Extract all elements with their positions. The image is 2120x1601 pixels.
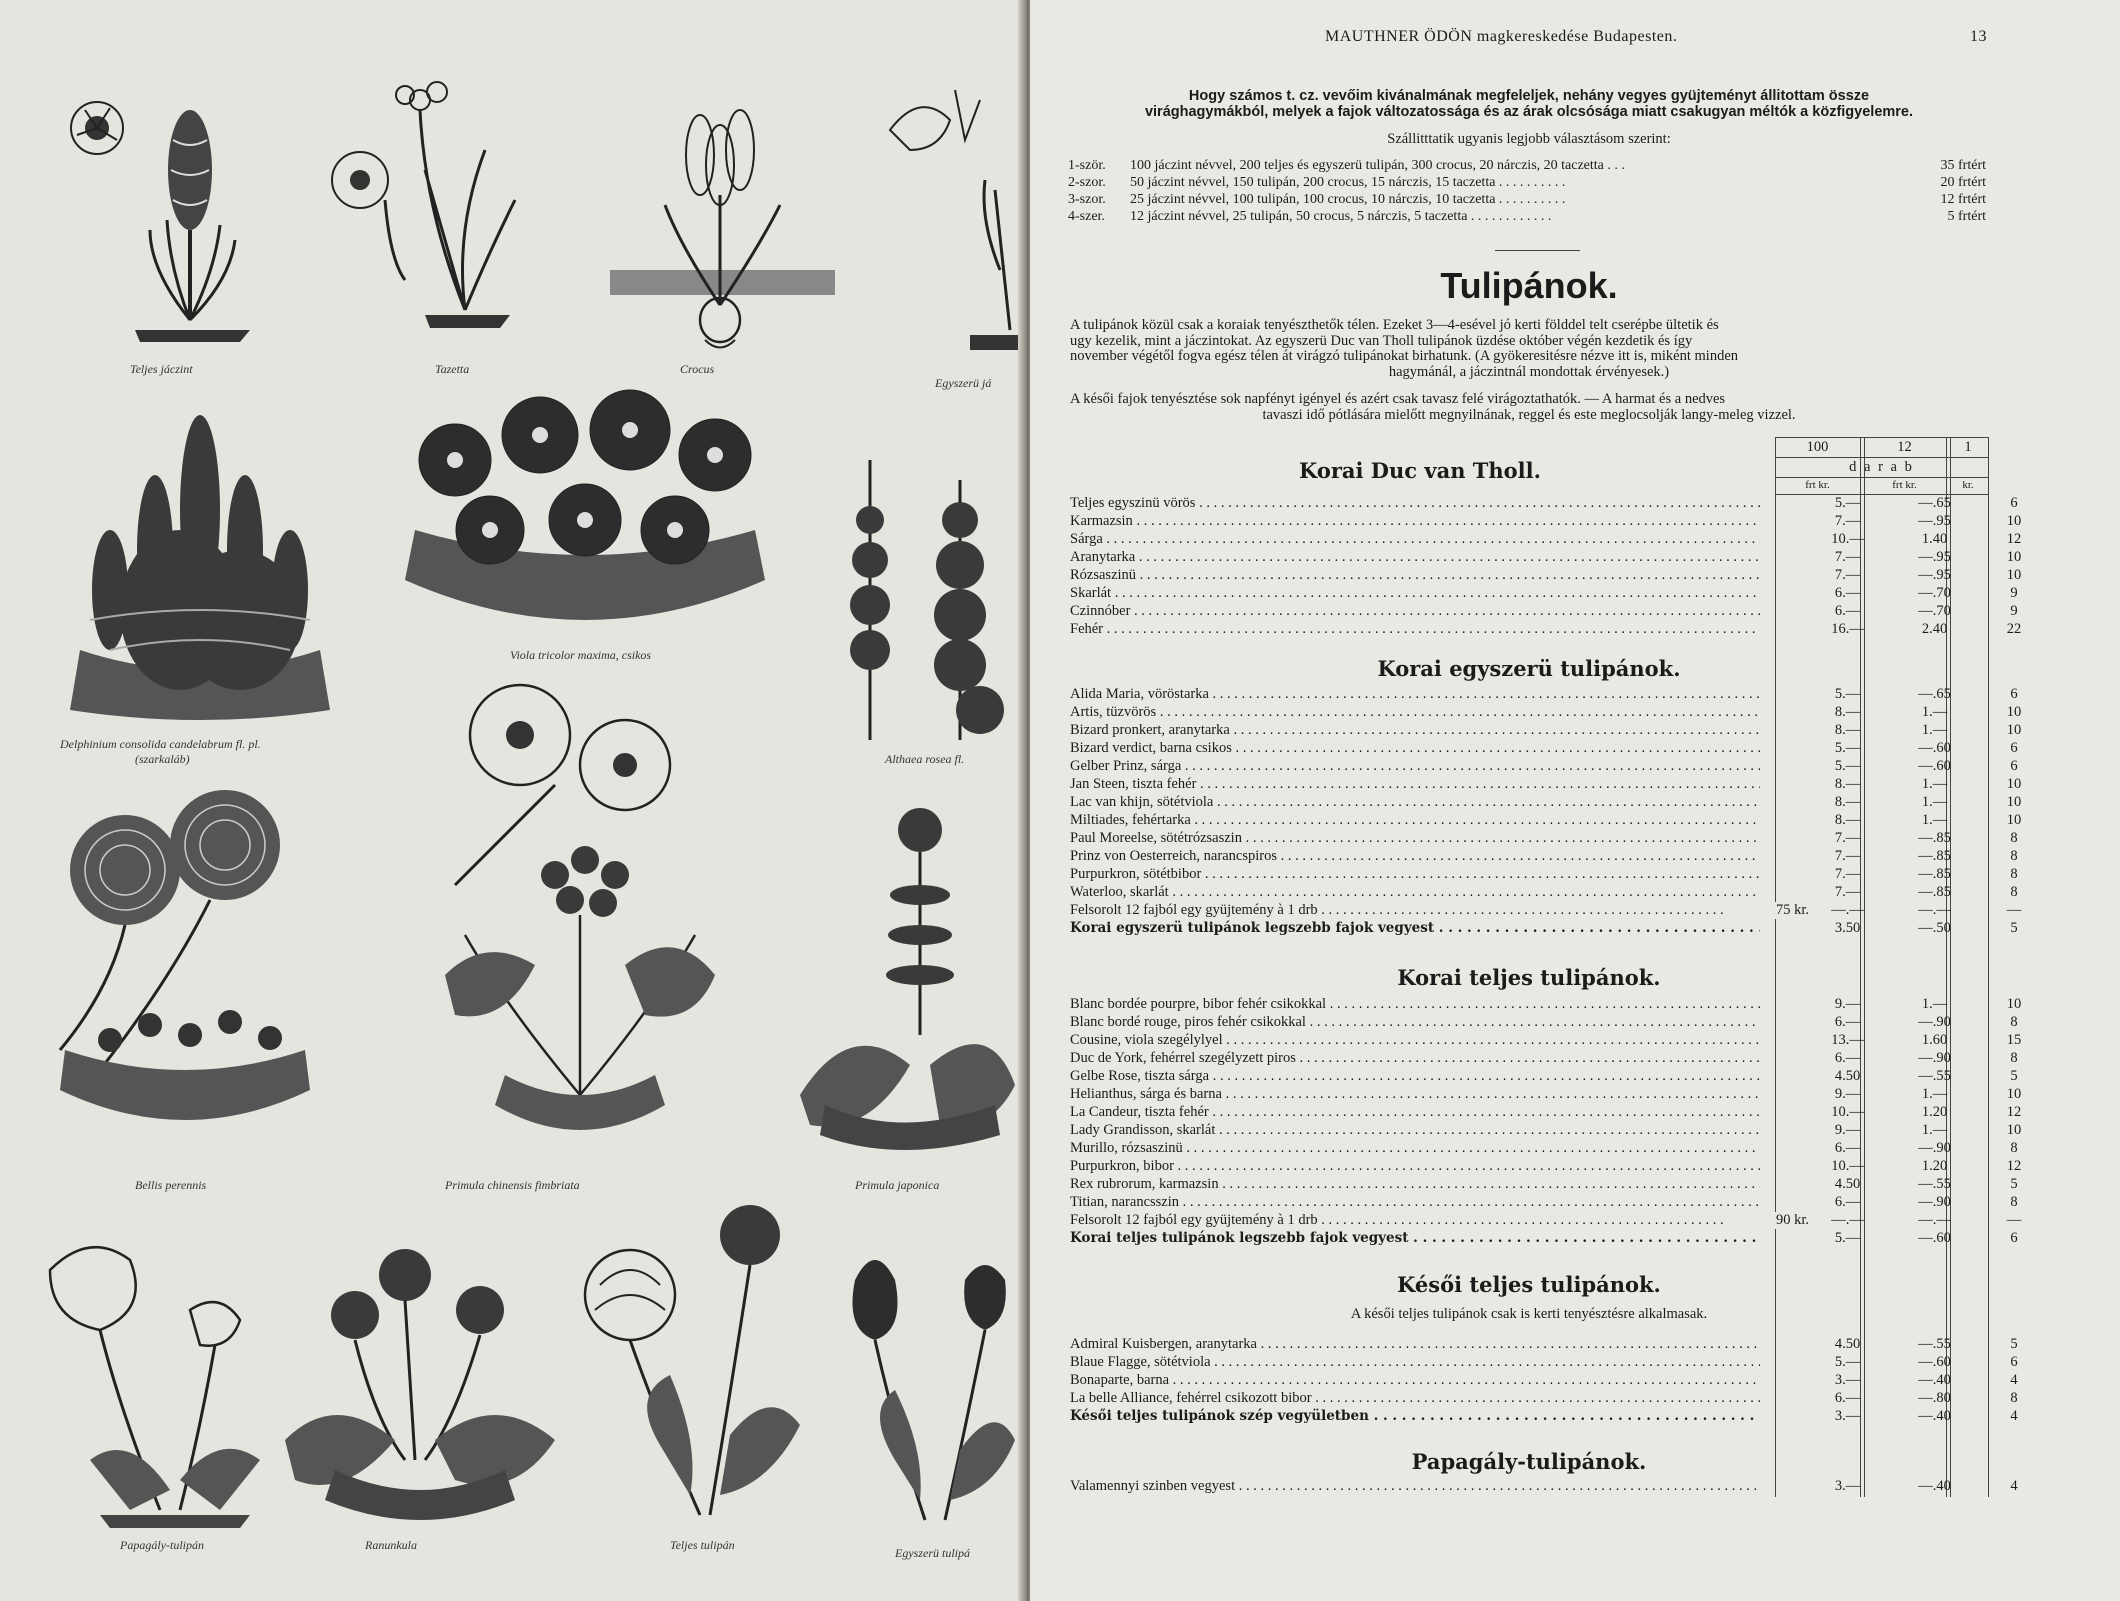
parrot-tulip-illustration bbox=[30, 1230, 270, 1530]
price-per-1: 10 bbox=[2006, 1086, 2022, 1102]
price-per-12: —.60 bbox=[1918, 740, 1951, 756]
variety-name: Gelber Prinz, sárga . . . bbox=[1070, 758, 1760, 775]
table-row bbox=[1070, 621, 2022, 638]
intro-paragraph-2 bbox=[1070, 392, 1988, 423]
price-per-12: —.— bbox=[1918, 1212, 1951, 1228]
price-per-12: —.70 bbox=[1918, 585, 1951, 601]
price-per-12: —.85 bbox=[1918, 884, 1951, 900]
variety-name: Waterloo, skarlát . . . bbox=[1070, 884, 1760, 901]
variety-name: Cousine, viola szegélylyel . . . bbox=[1070, 1032, 1760, 1049]
variety-name: Duc de York, fehérrel szegélyzett piros . . . bbox=[1070, 1050, 1760, 1067]
price-per-12: —.95 bbox=[1918, 549, 1951, 565]
variety-name: Prinz von Oesterreich, narancspiros . . . bbox=[1070, 848, 1760, 865]
price-per-100: 16.— bbox=[1831, 621, 1864, 637]
intro-paragraph-1 bbox=[1070, 318, 1988, 380]
caption-double-tulip: Teljes tulipán bbox=[670, 1538, 735, 1552]
price-per-12: 2.40 bbox=[1921, 621, 1948, 637]
price-per-100: 4.50 bbox=[1834, 1336, 1861, 1352]
table-row bbox=[1070, 758, 2018, 775]
price-per-12: —.55 bbox=[1918, 1336, 1951, 1352]
price-per-1: 8 bbox=[2010, 830, 2018, 846]
price-per-100: 5.— bbox=[1834, 495, 1861, 511]
set-label: 3-szor. bbox=[1068, 192, 1106, 207]
price-per-12: —.60 bbox=[1918, 758, 1951, 774]
col-header-100: 100 bbox=[1806, 439, 1829, 455]
price-per-12: —.90 bbox=[1918, 1140, 1951, 1156]
viola-illustration bbox=[395, 380, 775, 645]
price-per-1: 10 bbox=[2006, 794, 2022, 810]
variety-name: Lac van khijn, sötétviola . . . bbox=[1070, 794, 1760, 811]
price-per-100: 6.— bbox=[1834, 1050, 1861, 1066]
variety-name: Korai egyszerü tulipánok legszebb fajok vegyest . . . bbox=[1070, 920, 1760, 936]
caption-tazetta: Tazetta bbox=[435, 362, 470, 376]
price-per-12: 1.— bbox=[1921, 1122, 1948, 1138]
price-per-1: 8 bbox=[2010, 1014, 2018, 1030]
price-per-100: 8.— bbox=[1834, 812, 1861, 828]
divider-rule bbox=[1495, 250, 1580, 251]
price-per-1: 10 bbox=[2006, 996, 2022, 1012]
price-per-100: 9.— bbox=[1834, 996, 1861, 1012]
price-per-100: 6.— bbox=[1834, 1140, 1861, 1156]
price-per-12: —.40 bbox=[1918, 1408, 1951, 1424]
table-row bbox=[1070, 740, 2018, 757]
price-per-100: 7.— bbox=[1834, 884, 1861, 900]
price-per-100: 6.— bbox=[1834, 1390, 1861, 1406]
price-per-100: 6.— bbox=[1834, 1014, 1861, 1030]
price-per-12: 1.— bbox=[1921, 776, 1948, 792]
price-per-100: 3.— bbox=[1834, 1408, 1861, 1424]
variety-name: Bizard verdict, barna csikos . . . bbox=[1070, 740, 1760, 757]
price-per-12: —.70 bbox=[1918, 603, 1951, 619]
collection-price: 75 kr. bbox=[1725, 902, 1809, 919]
variety-name: Czinnóber . . . bbox=[1070, 603, 1760, 620]
variety-name: Felsorolt 12 fajból egy gyüjtemény à 1 drb . . . bbox=[1070, 902, 1760, 919]
single-hyacinth-illustration bbox=[870, 70, 1020, 360]
set-contents: 50 jáczint névvel, 150 tulipán, 200 crocus, 15 nárczis, 15 taczetta . . . . . . . . . . bbox=[1130, 175, 1566, 190]
table-header-rule-top bbox=[1775, 437, 1988, 438]
collection-set-row bbox=[1068, 192, 1986, 208]
price-per-1: 12 bbox=[2006, 1104, 2022, 1120]
variety-name: La Candeur, tiszta fehér . . . bbox=[1070, 1104, 1760, 1121]
table-row bbox=[1070, 848, 2018, 865]
price-per-1: 8 bbox=[2010, 848, 2018, 864]
price-per-100: 5.— bbox=[1834, 686, 1861, 702]
set-label: 4-szer. bbox=[1068, 209, 1105, 224]
price-per-1: 8 bbox=[2010, 1050, 2018, 1066]
price-per-1: 4 bbox=[2010, 1478, 2018, 1494]
table-row bbox=[1070, 1336, 2018, 1353]
table-row bbox=[1070, 1158, 2022, 1175]
table-row bbox=[1070, 812, 2022, 829]
paragraph-line: november végétől fogva egész télen át virágzó tulipánokat birhatunk. (A gyökeresitésre nézve itt is, miként minden bbox=[1070, 348, 1738, 364]
caption-delphinium-hu: (szarkaláb) bbox=[135, 752, 190, 766]
table-row bbox=[1070, 704, 2022, 721]
caption-primula-japonica: Primula japonica bbox=[855, 1178, 940, 1192]
price-per-1: 10 bbox=[2006, 776, 2022, 792]
price-per-100: 3.— bbox=[1834, 1478, 1861, 1494]
price-per-1: 4 bbox=[2010, 1408, 2018, 1424]
table-row bbox=[1070, 776, 2022, 793]
price-per-100: 7.— bbox=[1834, 567, 1861, 583]
bellis-illustration bbox=[50, 790, 320, 1160]
variety-name: Titian, narancsszin . . . bbox=[1070, 1194, 1760, 1211]
subheader-frt-kr-2: frt kr. bbox=[1892, 479, 1917, 491]
paragraph-line: A késői fajok tenyésztése sok napfényt igényel és azért csak tavasz felé virágoztathatók. — A harmat és a nedves bbox=[1070, 391, 1726, 407]
left-page-illustrations bbox=[0, 0, 1025, 1601]
table-row bbox=[1070, 1104, 2022, 1121]
paragraph-line: ugy kezelik, mint a jáczintokat. Az egyszerü Duc van Tholl tulipánok üzdése október végén kezdetik és így bbox=[1070, 332, 1693, 349]
hyacinth-illustration bbox=[55, 80, 255, 350]
price-per-12: 1.— bbox=[1921, 1086, 1948, 1102]
collection-set-row bbox=[1068, 209, 1986, 225]
table-row bbox=[1070, 1212, 2022, 1229]
set-label: 2-szor. bbox=[1068, 175, 1106, 190]
single-tulip-illustration bbox=[835, 1240, 1020, 1530]
price-per-12: —.55 bbox=[1918, 1068, 1951, 1084]
price-per-12: 1.20 bbox=[1921, 1104, 1948, 1120]
variety-name: Murillo, rózsaszinü . . . bbox=[1070, 1140, 1760, 1157]
table-row bbox=[1070, 1230, 2018, 1247]
price-per-1: 10 bbox=[2006, 722, 2022, 738]
caption-single-hyacinth: Egyszerü já bbox=[935, 376, 992, 390]
price-per-100: 5.— bbox=[1834, 1354, 1861, 1370]
set-price: 20 frtért bbox=[1940, 175, 1986, 190]
variety-name: Skarlát . . . bbox=[1070, 585, 1760, 602]
table-row bbox=[1070, 603, 2018, 620]
set-contents: 100 jáczint névvel, 200 teljes és egyszerü tulipán, 300 crocus, 20 nárczis, 20 taczetta . . . bbox=[1130, 158, 1625, 173]
price-per-1: 5 bbox=[2010, 1176, 2018, 1192]
caption-single-tulip: Egyszerü tulipá bbox=[895, 1546, 970, 1560]
unit-header: d a r a b bbox=[1849, 459, 1914, 475]
price-per-1: 5 bbox=[2010, 1336, 2018, 1352]
price-per-1: 10 bbox=[2006, 704, 2022, 720]
price-per-1: 10 bbox=[2006, 812, 2022, 828]
set-contents: 12 jáczint névvel, 25 tulipán, 50 crocus, 5 nárczis, 5 taczetta . . . . . . . . . . . . bbox=[1130, 209, 1552, 224]
caption-althaea: Althaea rosea fl. bbox=[885, 752, 965, 766]
set-label: 1-ször. bbox=[1068, 158, 1106, 173]
variety-name: Karmazsin . . . bbox=[1070, 513, 1760, 530]
price-per-100: 3.50 bbox=[1834, 920, 1861, 936]
paragraph-line: tavaszi idő pótlására mielőtt megnyilnának, reggel és este meglocsolják langy-meleg vizzel. bbox=[1262, 406, 1796, 423]
section-title: Korai egyszerü tulipánok. bbox=[1377, 656, 1681, 681]
price-per-1: — bbox=[2006, 1212, 2022, 1228]
price-per-1: 9 bbox=[2010, 603, 2018, 619]
variety-name: Helianthus, sárga és barna . . . bbox=[1070, 1086, 1760, 1103]
price-per-100: —.— bbox=[1831, 902, 1864, 918]
variety-name: Aranytarka . . . bbox=[1070, 549, 1760, 566]
variety-name: Alida Maria, vöröstarka . . . bbox=[1070, 686, 1760, 703]
price-per-12: 1.60 bbox=[1921, 1032, 1948, 1048]
caption-primula-chinensis: Primula chinensis fimbriata bbox=[445, 1178, 580, 1192]
table-row bbox=[1070, 1014, 2018, 1031]
variety-name: Rózsaszinü . . . bbox=[1070, 567, 1760, 584]
price-per-1: 22 bbox=[2006, 621, 2022, 637]
price-per-100: 7.— bbox=[1834, 513, 1861, 529]
price-per-1: 5 bbox=[2010, 920, 2018, 936]
althaea-illustration bbox=[830, 440, 1020, 750]
price-per-12: —.50 bbox=[1918, 920, 1951, 936]
price-per-100: 8.— bbox=[1834, 776, 1861, 792]
ranunculus-illustration bbox=[275, 1240, 565, 1530]
table-row bbox=[1070, 513, 2022, 530]
price-per-12: —.85 bbox=[1918, 830, 1951, 846]
table-row bbox=[1070, 1354, 2018, 1371]
table-row bbox=[1070, 1086, 2022, 1103]
variety-name: La belle Alliance, fehérrel csikozott bibor . . . bbox=[1070, 1390, 1760, 1407]
table-row bbox=[1070, 686, 2018, 703]
set-contents: 25 jáczint névvel, 100 tulipán, 100 crocus, 10 nárczis, 10 taczetta . . . . . . . . . . bbox=[1130, 192, 1566, 207]
table-row bbox=[1070, 1032, 2022, 1049]
price-per-1: 6 bbox=[2010, 495, 2018, 511]
price-per-12: —.95 bbox=[1918, 567, 1951, 583]
variety-name: Sárga . . . bbox=[1070, 531, 1760, 548]
price-per-12: —.80 bbox=[1918, 1390, 1951, 1406]
caption-hyacinth: Teljes jáczint bbox=[130, 362, 193, 376]
price-per-100: 3.— bbox=[1834, 1372, 1861, 1388]
paragraph-line: hagymánál, a jáczintnál mondottak érvényesek.) bbox=[1388, 363, 1670, 380]
price-per-1: 8 bbox=[2010, 1390, 2018, 1406]
price-per-100: 5.— bbox=[1834, 758, 1861, 774]
price-per-100: 6.— bbox=[1834, 603, 1861, 619]
price-per-100: 8.— bbox=[1834, 794, 1861, 810]
price-per-100: 9.— bbox=[1834, 1122, 1861, 1138]
price-per-12: —.65 bbox=[1918, 686, 1951, 702]
price-per-12: 1.— bbox=[1921, 794, 1948, 810]
price-per-100: 7.— bbox=[1834, 848, 1861, 864]
variety-name: Valamennyi szinben vegyest . . . bbox=[1070, 1478, 1760, 1495]
table-row bbox=[1070, 902, 2022, 919]
price-per-1: 8 bbox=[2010, 1194, 2018, 1210]
price-per-1: 10 bbox=[2006, 549, 2022, 565]
price-per-100: 8.— bbox=[1834, 722, 1861, 738]
caption-delphinium: Delphinium consolida candelabrum fl. pl. bbox=[60, 737, 261, 751]
section-title: Papagály-tulipánok. bbox=[1411, 1449, 1647, 1474]
section-title: Korai Duc van Tholl. bbox=[1299, 458, 1541, 483]
price-per-12: —.95 bbox=[1918, 513, 1951, 529]
variety-name: Fehér . . . bbox=[1070, 621, 1760, 638]
caption-viola: Viola tricolor maxima, csikos bbox=[510, 648, 652, 662]
section-title: Korai teljes tulipánok. bbox=[1397, 965, 1661, 990]
table-row bbox=[1070, 585, 2018, 602]
price-per-100: 10.— bbox=[1831, 1158, 1864, 1174]
price-per-12: —.65 bbox=[1918, 495, 1951, 511]
variety-name: Teljes egyszinü vörös . . . bbox=[1070, 495, 1760, 512]
variety-name: Purpurkron, bibor . . . bbox=[1070, 1158, 1760, 1175]
price-per-1: 10 bbox=[2006, 567, 2022, 583]
variety-name: Blanc bordée pourpre, bibor fehér csikokkal . . . bbox=[1070, 996, 1760, 1013]
table-row bbox=[1070, 1140, 2018, 1157]
price-per-1: 6 bbox=[2010, 1230, 2018, 1246]
section-subtitle: A késői teljes tulipánok csak is kerti tenyésztésre alkalmasak. bbox=[1350, 1306, 1708, 1322]
table-row bbox=[1070, 1194, 2018, 1211]
crocus-illustration bbox=[610, 95, 835, 360]
col-header-12: 12 bbox=[1897, 439, 1912, 455]
intro-line-2: virághagymákból, melyek a fajok változatossága és az árak olcsósága miatt csakugyan méltók a közfigyelemre. bbox=[1144, 104, 1914, 120]
price-per-1: 4 bbox=[2010, 1372, 2018, 1388]
table-row bbox=[1070, 549, 2022, 566]
price-per-1: 10 bbox=[2006, 513, 2022, 529]
price-per-1: 6 bbox=[2010, 740, 2018, 756]
price-per-1: — bbox=[2006, 902, 2022, 918]
variety-name: Késői teljes tulipánok szép vegyületben . . . bbox=[1070, 1408, 1760, 1424]
table-row bbox=[1070, 722, 2022, 739]
price-per-12: 1.— bbox=[1921, 704, 1948, 720]
variety-name: Artis, tüzvörös . . . bbox=[1070, 704, 1760, 721]
price-per-1: 12 bbox=[2006, 531, 2022, 547]
price-per-100: 10.— bbox=[1831, 531, 1864, 547]
price-per-100: 6.— bbox=[1834, 1194, 1861, 1210]
set-price: 5 frtért bbox=[1947, 209, 1986, 224]
price-per-100: 5.— bbox=[1834, 1230, 1861, 1246]
price-per-12: 1.— bbox=[1921, 722, 1948, 738]
caption-ranunculus: Ranunkula bbox=[365, 1538, 417, 1552]
price-per-1: 8 bbox=[2010, 866, 2018, 882]
collection-set-row bbox=[1068, 175, 1986, 191]
variety-name: Bonaparte, barna . . . bbox=[1070, 1372, 1760, 1389]
table-row bbox=[1070, 920, 2018, 937]
price-per-1: 12 bbox=[2006, 1158, 2022, 1174]
price-per-12: —.40 bbox=[1918, 1478, 1951, 1494]
table-row bbox=[1070, 1390, 2018, 1407]
collection-price: 90 kr. bbox=[1725, 1212, 1809, 1229]
price-per-100: 4.50 bbox=[1834, 1068, 1861, 1084]
price-per-100: 7.— bbox=[1834, 549, 1861, 565]
variety-name: Blanc bordé rouge, piros fehér csikokkal . . . bbox=[1070, 1014, 1760, 1031]
variety-name: Paul Moreelse, sötétrózsaszin . . . bbox=[1070, 830, 1760, 847]
price-per-12: 1.20 bbox=[1921, 1158, 1948, 1174]
variety-name: Admiral Kuisbergen, aranytarka . . . bbox=[1070, 1336, 1760, 1353]
price-per-12: —.60 bbox=[1918, 1354, 1951, 1370]
price-per-12: —.40 bbox=[1918, 1372, 1951, 1388]
variety-name: Miltiades, fehértarka . . . bbox=[1070, 812, 1760, 829]
price-per-12: —.85 bbox=[1918, 866, 1951, 882]
variety-name: Jan Steen, tiszta fehér . . . bbox=[1070, 776, 1760, 793]
running-header: MAUTHNER ÖDÖN magkereskedése Budapesten. bbox=[1325, 28, 1678, 45]
table-row bbox=[1070, 1478, 2018, 1495]
variety-name: Blaue Flagge, sötétviola . . . bbox=[1070, 1354, 1760, 1371]
price-per-12: 1.40 bbox=[1921, 531, 1948, 547]
price-per-12: —.60 bbox=[1918, 1230, 1951, 1246]
price-per-12: —.90 bbox=[1918, 1014, 1951, 1030]
price-per-100: 8.— bbox=[1834, 704, 1861, 720]
table-header-rule bbox=[1775, 457, 1988, 458]
price-per-100: 7.— bbox=[1834, 866, 1861, 882]
table-row bbox=[1070, 884, 2018, 901]
price-per-100: 4.50 bbox=[1834, 1176, 1861, 1192]
delphinium-illustration bbox=[50, 390, 350, 730]
price-per-12: —.90 bbox=[1918, 1194, 1951, 1210]
table-row bbox=[1070, 1122, 2022, 1139]
price-per-100: 13.— bbox=[1831, 1032, 1864, 1048]
price-per-1: 8 bbox=[2010, 1140, 2018, 1156]
tazetta-illustration bbox=[315, 70, 525, 340]
price-per-100: 6.— bbox=[1834, 585, 1861, 601]
collection-set-row bbox=[1068, 158, 1986, 174]
subheader-kr: kr. bbox=[1962, 479, 1974, 491]
variety-name: Gelbe Rose, tiszta sárga . . . bbox=[1070, 1068, 1760, 1085]
section-title: Késői teljes tulipánok. bbox=[1397, 1272, 1661, 1297]
table-row bbox=[1070, 996, 2022, 1013]
price-per-100: 7.— bbox=[1834, 830, 1861, 846]
variety-name: Bizard pronkert, aranytarka . . . bbox=[1070, 722, 1760, 739]
price-per-100: 10.— bbox=[1831, 1104, 1864, 1120]
paragraph-line: A tulipánok közül csak a koraiak tenyészthetők télen. Ezeket 3—4-esével jó kerti földdel telt cserépbe ültetik és bbox=[1070, 317, 1719, 333]
table-row bbox=[1070, 1408, 2018, 1425]
table-row bbox=[1070, 567, 2022, 584]
price-per-12: —.— bbox=[1918, 902, 1951, 918]
page-number: 13 bbox=[1970, 28, 1987, 45]
table-row bbox=[1070, 1176, 2018, 1193]
table-row bbox=[1070, 1372, 2018, 1389]
table-row bbox=[1070, 495, 2018, 512]
price-per-100: —.— bbox=[1831, 1212, 1864, 1228]
price-per-100: 5.— bbox=[1834, 740, 1861, 756]
caption-parrot-tulip: Papagály-tulipán bbox=[120, 1538, 204, 1552]
table-row bbox=[1070, 866, 2018, 883]
variety-name: Felsorolt 12 fajból egy gyüjtemény à 1 drb . . . bbox=[1070, 1212, 1760, 1229]
primula-chinensis-illustration bbox=[425, 675, 735, 1165]
variety-name: Korai teljes tulipánok legszebb fajok vegyest . . . bbox=[1070, 1230, 1760, 1246]
price-per-1: 8 bbox=[2010, 884, 2018, 900]
price-per-12: 1.— bbox=[1921, 812, 1948, 828]
price-per-12: —.55 bbox=[1918, 1176, 1951, 1192]
set-price: 35 frtért bbox=[1940, 158, 1986, 173]
caption-bellis: Bellis perennis bbox=[135, 1178, 207, 1192]
variety-name: Lady Grandisson, skarlát . . . bbox=[1070, 1122, 1760, 1139]
caption-crocus: Crocus bbox=[680, 362, 715, 376]
double-tulip-illustration bbox=[570, 1195, 840, 1530]
price-per-1: 9 bbox=[2010, 585, 2018, 601]
table-header-rule bbox=[1775, 477, 1988, 478]
intro-line-3: Szállitttatik ugyanis legjobb választásom szerint: bbox=[1387, 131, 1671, 147]
page-title: Tulipánok. bbox=[1440, 265, 1618, 306]
price-per-1: 5 bbox=[2010, 1068, 2018, 1084]
table-row bbox=[1070, 1050, 2018, 1067]
table-row bbox=[1070, 1068, 2018, 1085]
table-row bbox=[1070, 531, 2022, 548]
price-per-1: 6 bbox=[2010, 758, 2018, 774]
price-per-12: —.90 bbox=[1918, 1050, 1951, 1066]
price-per-100: 9.— bbox=[1834, 1086, 1861, 1102]
set-price: 12 frtért bbox=[1940, 192, 1986, 207]
price-per-1: 6 bbox=[2010, 686, 2018, 702]
price-per-1: 15 bbox=[2006, 1032, 2022, 1048]
price-per-1: 6 bbox=[2010, 1354, 2018, 1370]
table-row bbox=[1070, 830, 2018, 847]
variety-name: Purpurkron, sötétbibor . . . bbox=[1070, 866, 1760, 883]
price-per-12: —.85 bbox=[1918, 848, 1951, 864]
price-per-12: 1.— bbox=[1921, 996, 1948, 1012]
col-header-1: 1 bbox=[1964, 439, 1972, 455]
variety-name: Rex rubrorum, karmazsin . . . bbox=[1070, 1176, 1760, 1193]
table-row bbox=[1070, 794, 2022, 811]
intro-line-1: Hogy számos t. cz. vevőim kivánalmának megfeleljek, nehány vegyes gyüjteményt állitottam össze bbox=[1188, 88, 1870, 104]
primula-japonica-illustration bbox=[780, 795, 1020, 1165]
price-per-1: 10 bbox=[2006, 1122, 2022, 1138]
subheader-frt-kr-1: frt kr. bbox=[1805, 479, 1830, 491]
